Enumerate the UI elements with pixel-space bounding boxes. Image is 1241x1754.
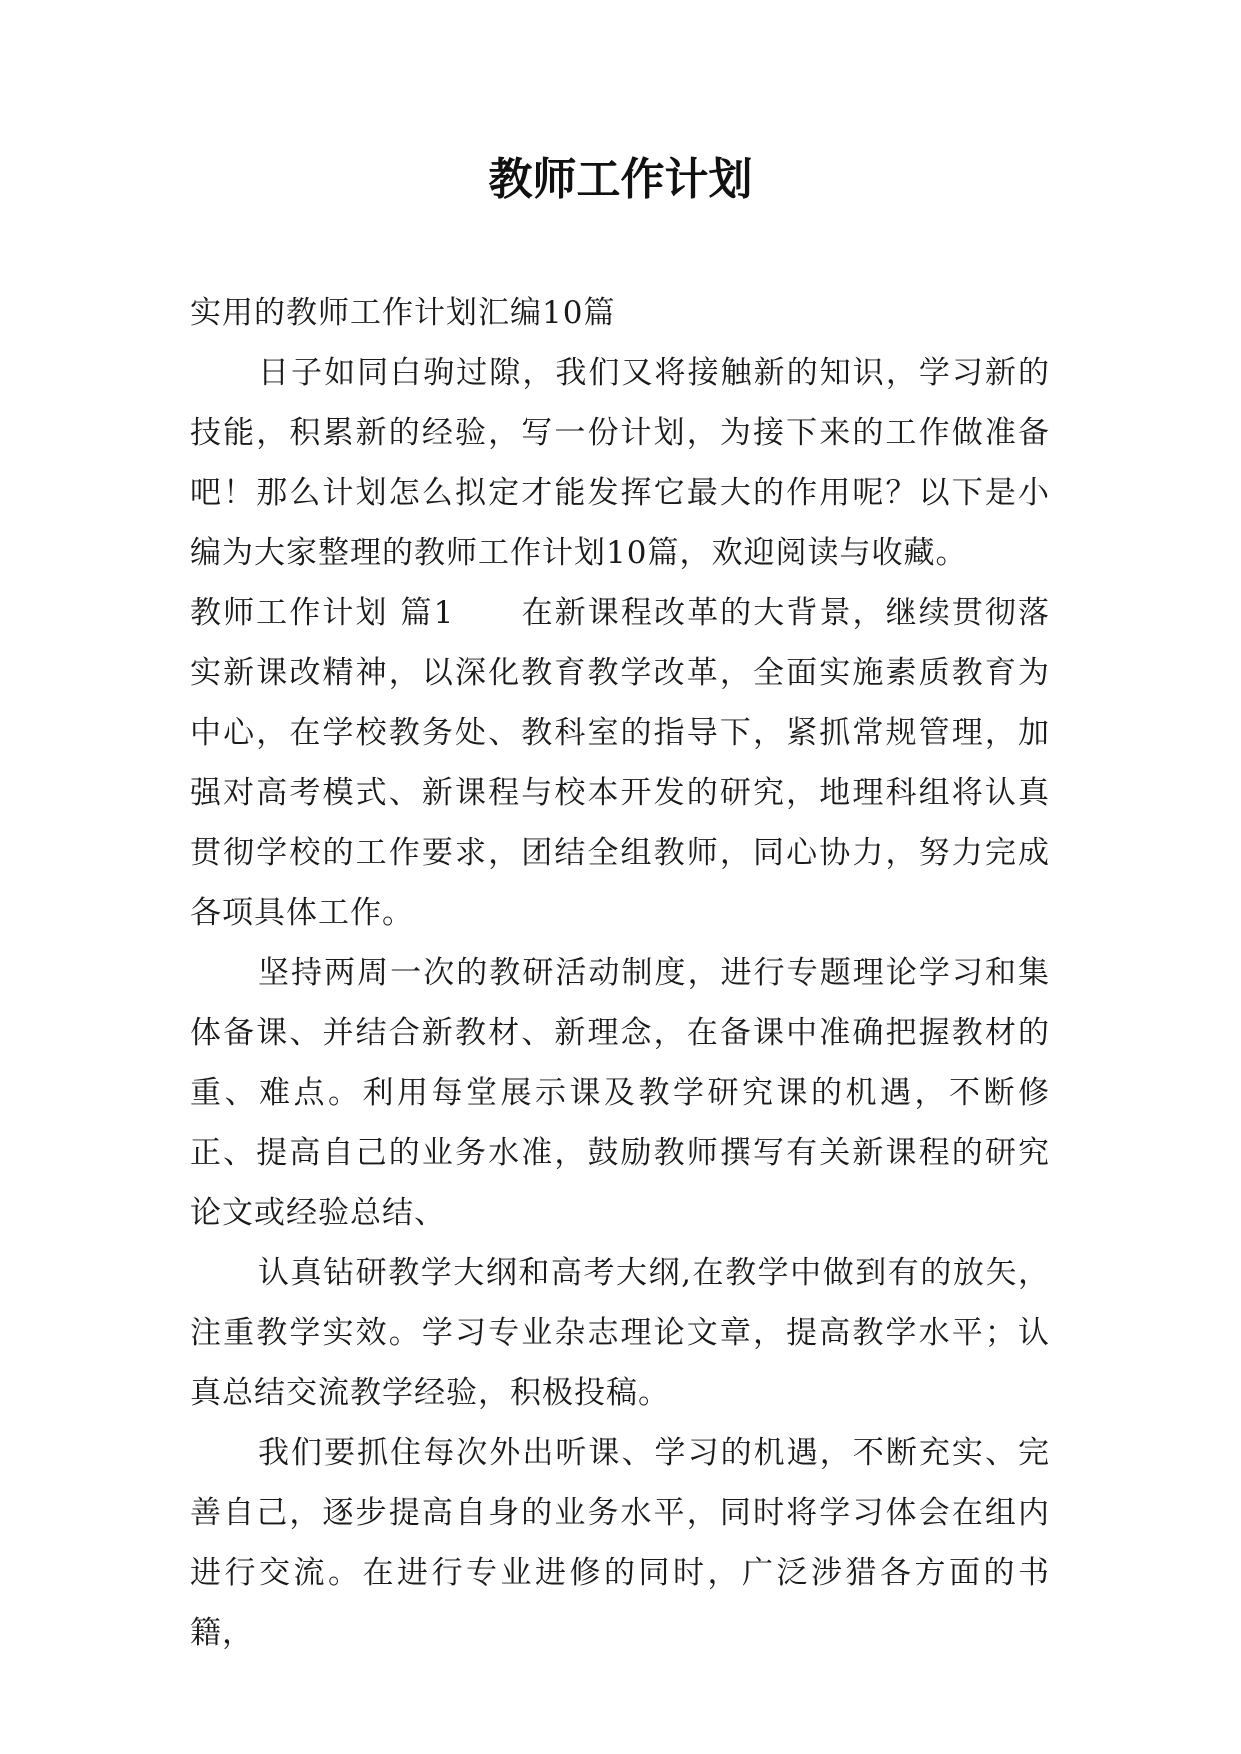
document-title: 教师工作计划	[488, 154, 753, 205]
paragraph-intro: 日子如同白驹过隙，我们又将接触新的知识，学习新的技能，积累新的经验，写一份计划，为接下来的工作做准备吧！那么计划怎么拟定才能发挥它最大的作用呢？以下是小编为大家整理的教师工作计划10篇，欢迎阅读与收藏。	[190, 355, 1050, 571]
paragraph-syllabus-study: 认真钻研教学大纲和高考大纲,在教学中做到有的放矢，注重教学实效。学习专业杂志理论文章，提高教学水平；认真总结交流教学经验，积极投稿。	[190, 1255, 1050, 1411]
paragraph-learning-opportunities: 我们要抓住每次外出听课、学习的机遇，不断充实、完善自己，逐步提高自身的业务水平，同时将学习体会在组内进行交流。在进行专业进修的同时，广泛涉猎各方面的书籍，	[190, 1435, 1050, 1651]
paragraph-plan-1: 教师工作计划 篇1 在新课程改革的大背景，继续贯彻落实新课改精神，以深化教育教学改革，全面实施素质教育为中心，在学校教务处、教科室的指导下，紧抓常规管理，加强对高考模式、新课程与校本开发的研究，地理科组将认真贯彻学校的工作要求，团结全组教师，同心协力，努力完成各项具体工作。	[190, 595, 1050, 931]
paragraph-teaching-research: 坚持两周一次的教研活动制度，进行专题理论学习和集体备课、并结合新教材、新理念，在备课中准确把握教材的重、难点。利用每堂展示课及教学研究课的机遇，不断修正、提高自己的业务水准，鼓励教师撰写有关新课程的研究论文或经验总结、	[190, 955, 1050, 1231]
paragraph-subtitle: 实用的教师工作计划汇编10篇	[190, 295, 616, 331]
document-body	[190, 283, 1050, 1663]
